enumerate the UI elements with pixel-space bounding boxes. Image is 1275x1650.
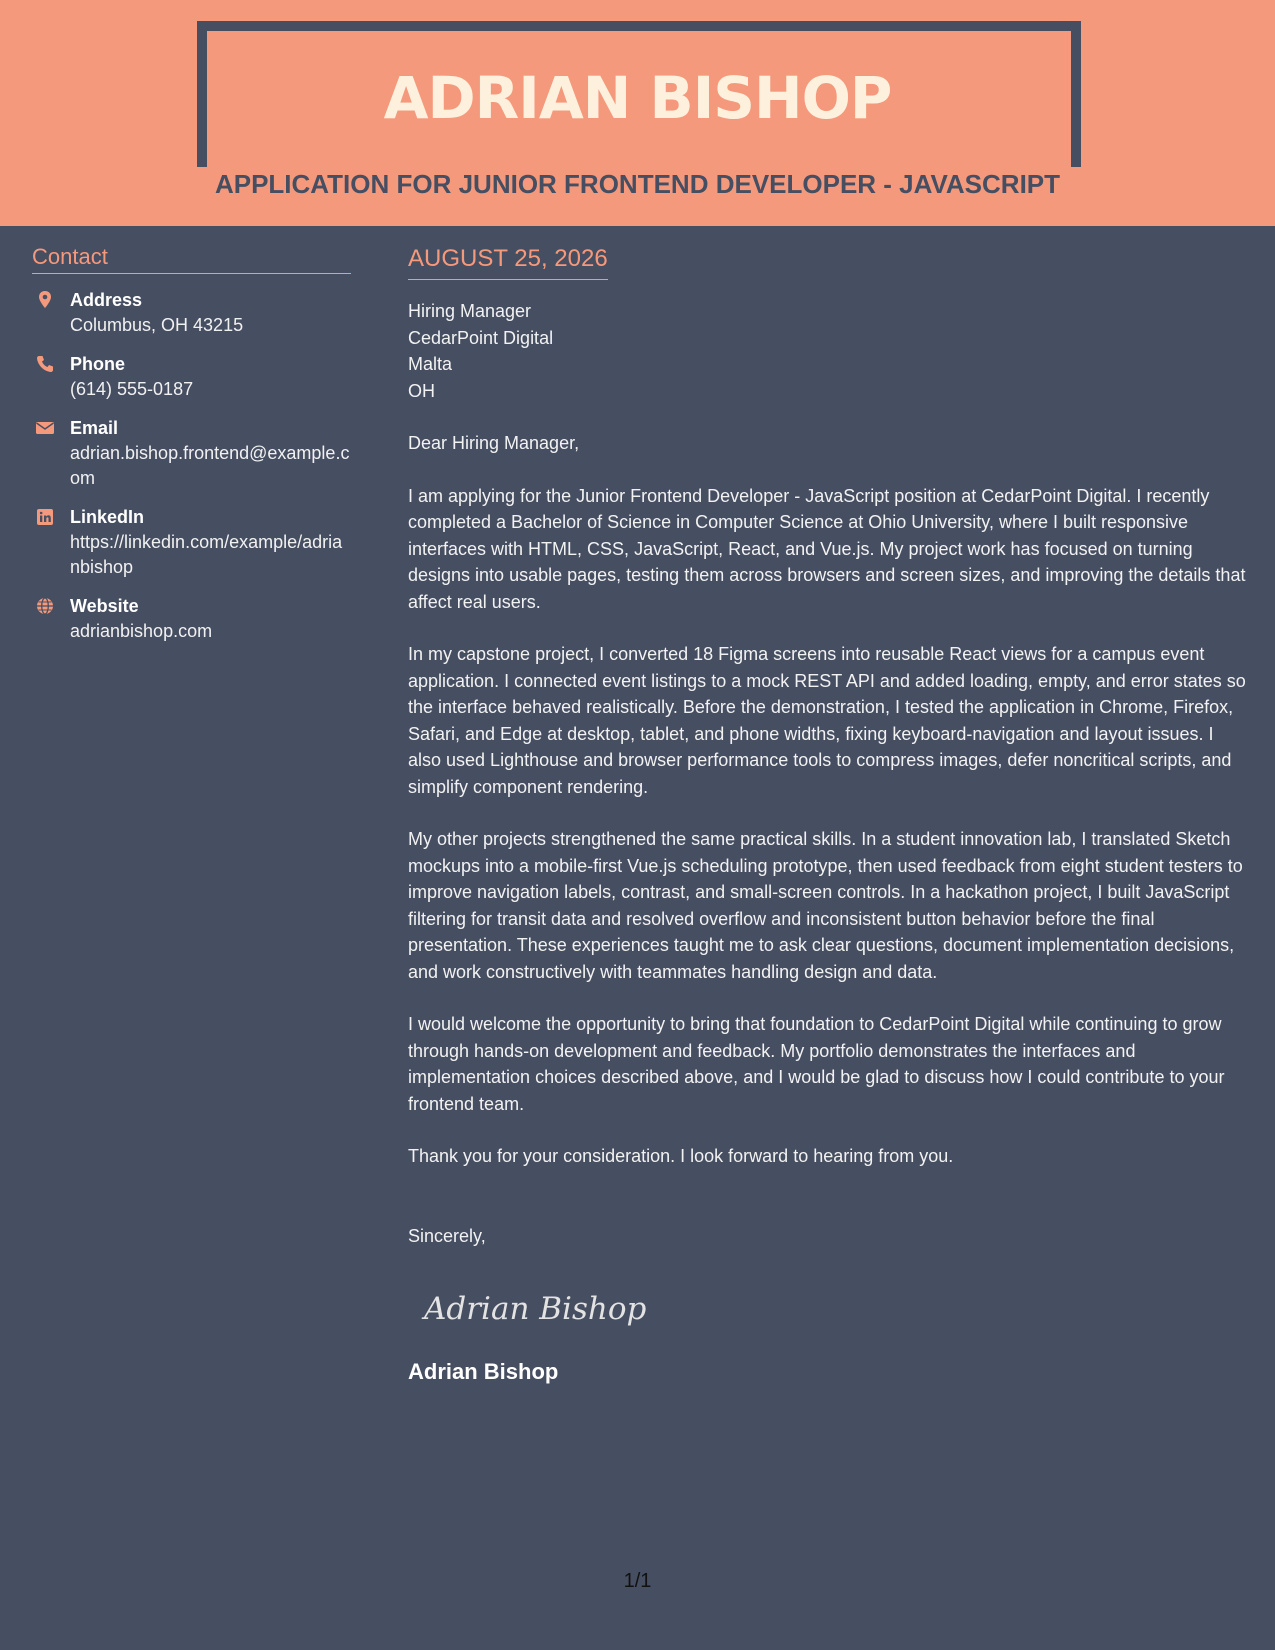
contact-value[interactable]: https://linkedin.com/example/adrianbishop bbox=[70, 532, 343, 577]
contact-item-address bbox=[32, 288, 351, 338]
letter-paragraph: I am applying for the Junior Frontend Developer - JavaScript position at CedarPoint Digital. I recently completed a Bachelor of Science in Computer Science at Ohio University, where I built responsive interfaces with HTML, CSS, JavaScript, React, and Vue.js. My project work has focused on turning designs into usable pages, testing them across browsers and screen sizes, and improving the details that affect real users. bbox=[408, 485, 1246, 612]
globe-icon bbox=[35, 596, 55, 616]
letter-paragraph: I would welcome the opportunity to bring that foundation to CedarPoint Digital while continuing to grow through hands-on development and feedback. My portfolio demonstrates the interfaces and implementation choices described above, and I would be glad to discuss how I could contribute to your frontend team. bbox=[408, 1014, 1225, 1114]
letter-date: AUGUST 25, 2026 bbox=[408, 243, 608, 280]
phone-icon bbox=[35, 354, 55, 374]
recipient-line: CedarPoint Digital bbox=[408, 327, 554, 348]
contact-item-phone bbox=[32, 352, 351, 402]
envelope-icon bbox=[35, 418, 55, 438]
contact-value: Columbus, OH 43215 bbox=[70, 315, 244, 335]
contact-label: Website bbox=[70, 596, 139, 616]
closing: Sincerely, bbox=[408, 1225, 486, 1246]
applicant-name: ADRIAN BISHOP bbox=[383, 64, 892, 132]
contact-item-email bbox=[32, 416, 351, 491]
contact-heading: Contact bbox=[32, 243, 351, 274]
recipient-line: OH bbox=[408, 380, 435, 401]
contact-label: Phone bbox=[70, 354, 126, 374]
contact-item-website bbox=[32, 594, 351, 644]
letter-body bbox=[408, 243, 1250, 1385]
letter-paragraph: In my capstone project, I converted 18 Figma screens into reusable React views for a campus event application. I connected event listings to a mock REST API and added loading, empty, and error states so the interface behaved realistically. Before the demonstration, I tested the application in Chrome, Firefox, Safari, and Edge at desktop, tablet, and phone widths, fixing keyboard-navigation and layout issues. I also used Lighthouse and browser performance tools to compress images, defer noncritical scripts, and simplify component rendering. bbox=[408, 644, 1246, 797]
letter-paragraph: My other projects strengthened the same practical skills. In a student innovation lab, I translated Sketch mockups into a mobile-first Vue.js scheduling prototype, then used feedback from eight student testers to improve navigation labels, contrast, and small-screen controls. In a hackathon project, I built JavaScript filtering for transit data and resolved overflow and inconsistent button behavior before the final presentation. These experiences taught me to ask clear questions, document implementation decisions, and work constructively with teammates handling design and data. bbox=[408, 829, 1243, 982]
contact-label: LinkedIn bbox=[70, 507, 145, 527]
application-subtitle: APPLICATION FOR JUNIOR FRONTEND DEVELOPER - JAVASCRIPT bbox=[214, 169, 1061, 199]
header-banner bbox=[0, 0, 1275, 226]
page-number: 1/1 bbox=[623, 1570, 652, 1592]
contact-sidebar bbox=[32, 243, 351, 658]
map-pin-icon bbox=[35, 290, 55, 310]
contact-label: Address bbox=[70, 290, 143, 310]
contact-value[interactable]: adrian.bishop.frontend@example.com bbox=[70, 443, 350, 488]
signed-name: Adrian Bishop bbox=[408, 1358, 559, 1384]
letter-paragraph: Thank you for your consideration. I look forward to hearing from you. bbox=[408, 1146, 954, 1166]
contact-item-linkedin bbox=[32, 505, 351, 580]
recipient-block bbox=[408, 298, 1250, 404]
contact-label: Email bbox=[70, 418, 119, 438]
signature-image bbox=[420, 1277, 660, 1337]
contact-value: (614) 555-0187 bbox=[70, 379, 194, 399]
salutation: Dear Hiring Manager, bbox=[408, 433, 580, 453]
linkedin-icon bbox=[35, 507, 55, 527]
contact-value[interactable]: adrianbishop.com bbox=[70, 621, 213, 641]
recipient-line: Hiring Manager bbox=[408, 301, 532, 321]
recipient-line: Malta bbox=[408, 354, 453, 374]
signature-text: Adrian Bishop bbox=[424, 1291, 647, 1327]
